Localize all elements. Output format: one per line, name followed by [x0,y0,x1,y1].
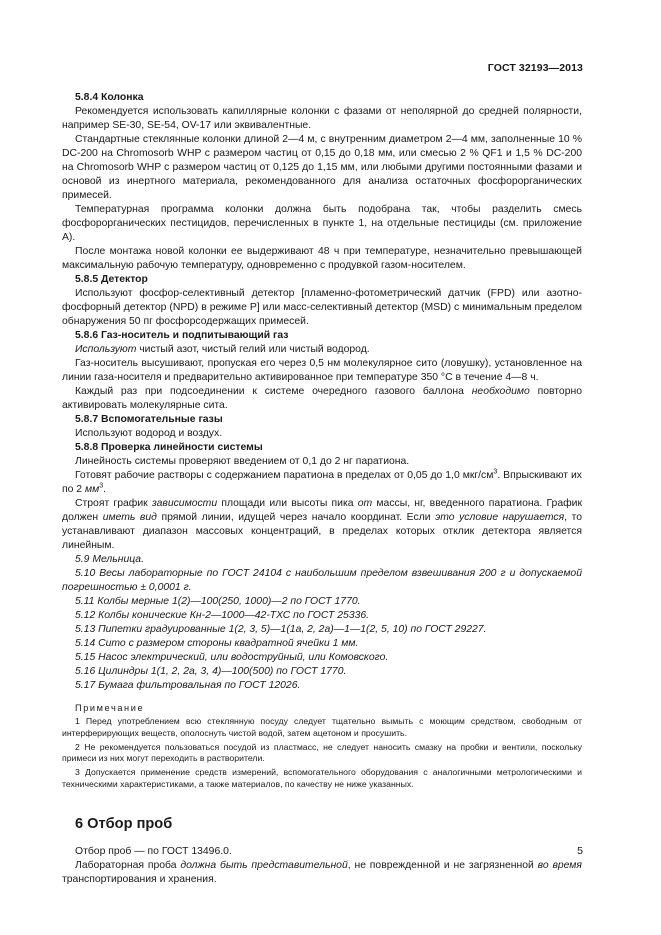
standard-designation: ГОСТ 32193—2013 [487,62,583,74]
text: массы, нг, введенного паратиона. График должен [62,498,583,523]
section-5-8-8-paragraph-1: Линейность системы проверяют введением от 0,1 до 2 нг паратиона. [75,456,410,467]
section-5-8-5-title: 5.8.5 Детектор [75,274,148,285]
text: чистый азот, чистый гелий или чистый водород. [136,344,370,355]
section-5-8-8-paragraph-2 [62,469,582,497]
section-5-8-8-title: 5.8.8 Проверка линейности системы [75,442,263,453]
emphasis: иметь вид [102,512,157,523]
emphasis: от [357,498,373,509]
section-5-8-6-title: 5.8.6 Газ-носитель и подпитывающий газ [75,330,289,341]
section-5-8-6-paragraph-2: Газ-носитель высушивают, пропуская его через 0,5 нм молекулярное сито (ловушку), установленное на линии газа-носителя и предварительно активированное при температуре 350 °С в течение 4—8 ч. [62,358,582,383]
text: транспортирования и хранения. [62,873,217,885]
section-5-8-4-title: 5.8.4 Колонка [75,92,144,103]
section-5-8-6-paragraph-1 [62,343,582,357]
unit: мм [84,484,100,495]
emphasis: Используют [75,344,137,355]
item-5-12: 5.12 Колбы конические Кн-2—1000—42-ТХС по ГОСТ 25336. [75,610,370,621]
text: , то устанавливают диапазон массовых концентраций, в пределах которых отклик детектора является линейным. [62,512,582,551]
item-5-11: 5.11 Колбы мерные 1(2)—100(250, 1000)—2 по ГОСТ 1770. [75,596,361,607]
page-number: 5 [577,845,583,857]
section-6-title: 6 Отбор проб [75,815,173,832]
section-5-8-7-paragraph-1: Используют водород и воздух. [75,428,223,439]
text: . [103,484,107,495]
text: повторно активировать молекулярные сита. [62,386,582,411]
item-5-9: 5.9 Мельница. [75,554,144,565]
section-5-8-6-paragraph-3 [62,385,582,413]
text: , не поврежденной и не загрязненной [347,859,538,871]
item-5-14: 5.14 Сито с размером стороны квадратной ячейки 1 мм. [75,638,359,649]
text: . Впрыскивают их по 2 [62,470,583,495]
emphasis: должна быть представительной [180,859,348,871]
note-3: 3 Допускается применение средств измерений, вспомогательного оборудования с аналогичными метрологическими и техническими характеристиками, а также материалов, по качеству не ниже указанных. [62,767,582,789]
item-5-17: 5.17 Бумага фильтровальная по ГОСТ 12026. [75,680,301,691]
section-6-paragraph-1: Отбор проб — по ГОСТ 13496.0. [75,845,232,857]
item-5-15: 5.15 Насос электрический, или водоструйный, или Комовского. [75,652,389,663]
section-5-8-4-paragraph-4: После монтажа новой колонки ее выдерживают 48 ч при температуре, незначительно превышающей максимальную рабочую температуру, одновременно с продувкой газом-носителем. [62,246,582,271]
emphasis: во время [537,859,582,871]
section-6-body [62,845,582,887]
item-5-16: 5.16 Цилиндры 1(1, 2, 2а, 3, 4)—100(500) по ГОСТ 1770. [75,666,347,677]
text: Строят график [75,498,152,509]
text: Лабораторная проба [75,859,181,871]
note-1: 1 Перед употреблением всю стеклянную посуду следует тщательно вымыть с моющим средством, свободным от интерферирующих веществ, ополоснуть чистой водой, затем ацетоном и просушить. [62,716,582,738]
superscript: 3 [99,482,104,490]
text: площади или высоты пика [217,498,358,509]
section-5-8-4-paragraph-2: Стандартные стеклянные колонки длиной 2—4 м, с внутренним диаметром 2—4 мм, заполненные 10 % DC-200 на Chromosorb WHP с размером частиц от 0,15 до 0,18 мм, или смесью 2 % QF1 и 1,5 % DC-200 на Chromosorb WHP с размером частиц от 0,125 до 1,15 мм, или любыми другими постоянными фазами и основой из инертного материала, рекомендованного для анализа остаточных фосфорорганических примесей. [62,134,582,201]
section-5-8-8-paragraph-3 [62,497,582,553]
emphasis: зависимости [151,498,218,509]
section-5-8-4-paragraph-1: Рекомендуется использовать капиллярные колонки с фазами от неполярной до средней полярности, например SE-30, SE-54, OV-17 или эквивалентные. [62,106,582,131]
section-5-8-7-title: 5.8.7 Вспомогательные газы [75,414,223,425]
notes-title: Примечание [75,703,145,713]
page-content [62,91,582,887]
text: прямой линии, идущей через начало координат. Если [156,512,436,523]
emphasis: необходимо [471,386,530,397]
section-5-8-4-paragraph-3: Температурная программа колонки должна быть подобрана так, чтобы разделить смесь фосфорорганических пестицидов, перечисленных в пункте 1, на отдельные пестициды (см. приложение А). [62,204,582,243]
item-5-13: 5.13 Пипетки градуированные 1(2, 3, 5)—1(1а, 2, 2а)—1—1(2, 5, 10) по ГОСТ 29227. [75,624,487,635]
text: Готовят рабочие растворы с содержанием паратиона в пределах от 0,05 до 1,0 мкг/см [75,470,494,481]
section-6-paragraph-2 [62,859,582,887]
note-2: 2 Не рекомендуется пользоваться посудой из пластмасс, не следует наносить смазку на пробки и вентили, поскольку примеси из них могут переходить в растворители. [62,741,582,764]
section-5-8-5-paragraph-1: Используют фосфор-селективный детектор [пламенно-фотометрический датчик (FPD) или азотно-фосфорный детектор (NPD) в режиме Р] или масс-селективный детектор (MSD) с минимальным пределом обнаружения 50 пг фосфорсодержащих примесей. [62,288,582,327]
emphasis: это условие нарушается [435,512,565,523]
superscript: 3 [493,468,498,476]
text: Каждый раз при подсоединении к системе очередного газового баллона [75,386,472,397]
item-5-10: 5.10 Весы лабораторные по ГОСТ 24104 с наибольшим пределом взвешивания 200 г и допускаемой погрешностью ± 0,0001 г. [62,568,582,593]
